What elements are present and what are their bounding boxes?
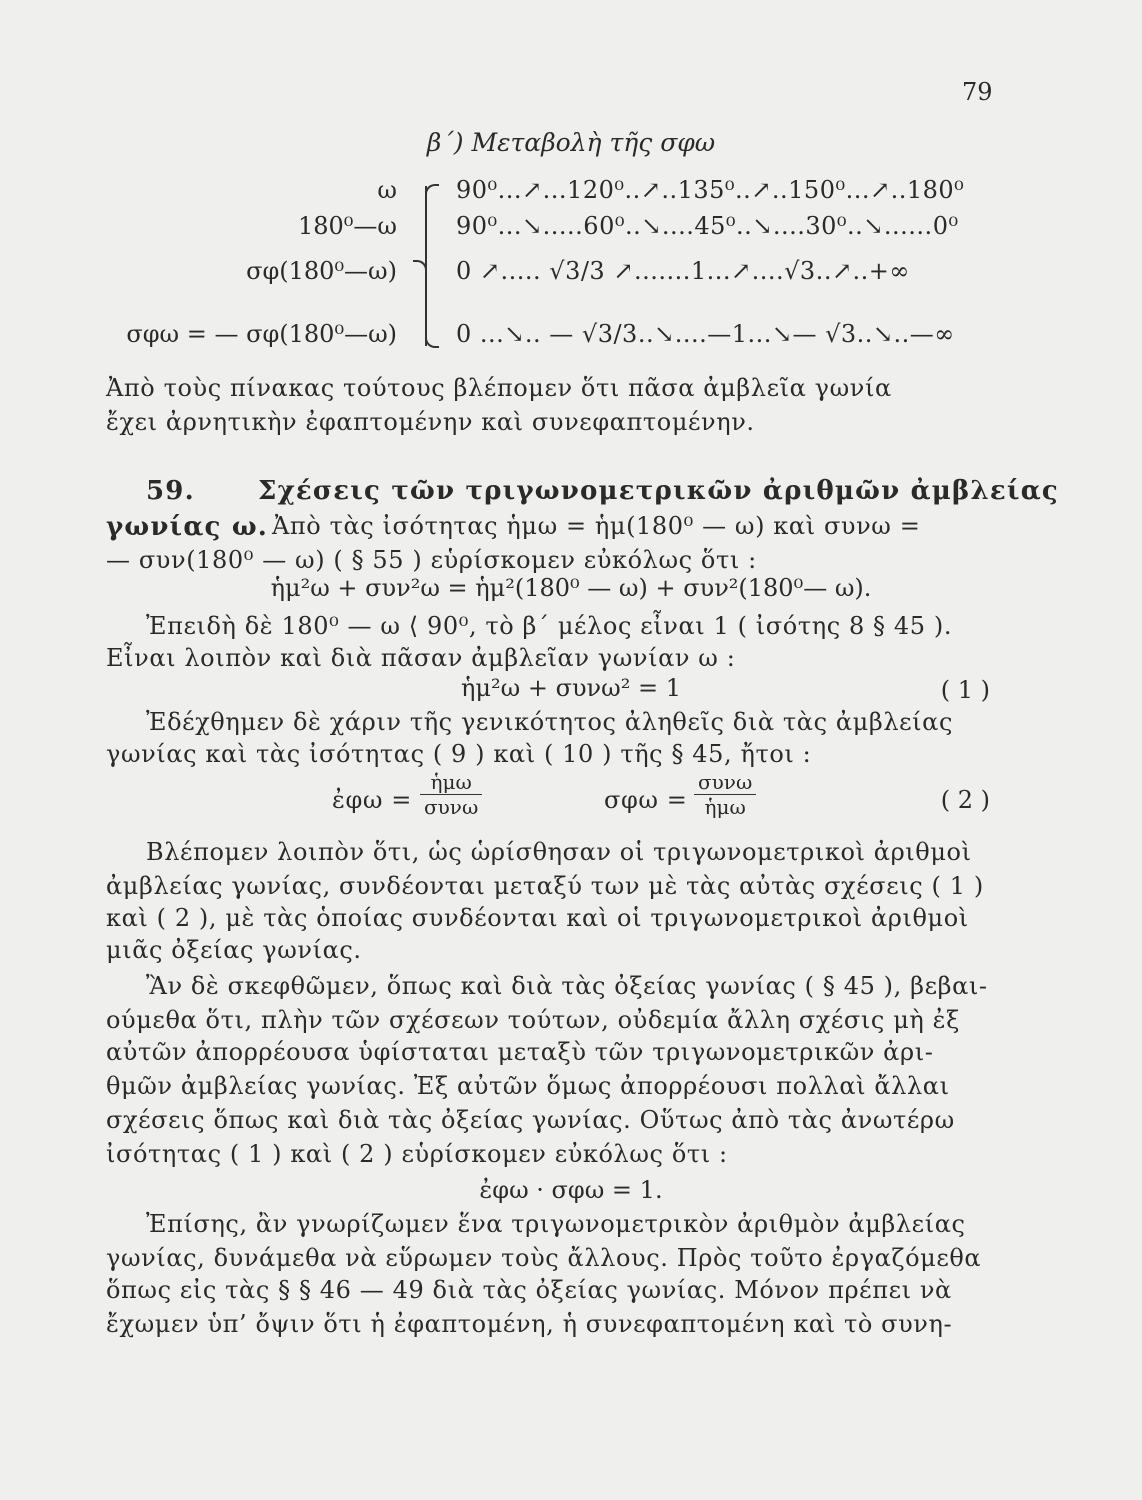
- fraction-denominator: συνω: [424, 795, 479, 819]
- fraction-cot: [694, 770, 756, 819]
- equation-2-mid: σφω =: [604, 786, 688, 814]
- text-line: Ἂν δὲ σκεφθῶμεν, ὅπως καὶ διὰ τὰς ὀξείας γωνίας ( § 45 ), βεβαι-: [146, 972, 988, 1000]
- section-title: β΄) Μεταβολὴ τῆς σφω: [426, 128, 716, 157]
- text-line: Ἐπίσης, ἂν γνωρίζωμεν ἕνα τριγωνομετρικὸν ἀριθμὸν ἀμβλείας: [146, 1210, 966, 1238]
- equation: ἡμ²ω + συν²ω = ἡμ²(180⁰ — ω) + συν²(180⁰— ω).: [270, 574, 872, 602]
- table-row-label: 180⁰—ω: [298, 212, 397, 240]
- table-brace: [425, 186, 441, 346]
- equation-1: ἡμ²ω + συνω² = 1: [461, 674, 681, 702]
- text-line: Ἐπειδὴ δὲ 180⁰ — ω ⟨ 90⁰, τὸ β΄ μέλος εἶναι 1 ( ἰσότης 8 § 45 ).: [146, 612, 953, 640]
- equation-number: ( 2 ): [940, 786, 990, 814]
- table-row-label: ω: [377, 176, 397, 204]
- text-line: καὶ ( 2 ), μὲ τὰς ὁποίας συνδέονται καὶ οἱ τριγωνομετρικοὶ ἀριθμοὶ: [106, 904, 969, 932]
- text-line: Ἐδέχθημεν δὲ χάριν τῆς γενικότητος ἀληθεῖς διὰ τὰς ἀμβλείας: [146, 708, 954, 736]
- section-heading-59-number: 59.: [146, 476, 195, 506]
- text-line: — συν(180⁰ — ω) ( § 55 ) εὑρίσκομεν εὐκόλως ὅτι :: [106, 546, 757, 574]
- table-row-values: 0 ...↘.. — √3/3..↘....—1...↘— √3..↘..—∞: [456, 320, 955, 348]
- text-line: γωνίας καὶ τὰς ἰσότητας ( 9 ) καὶ ( 10 ) τῆς § 45, ἤτοι :: [106, 740, 812, 768]
- text-line: ἀμβλείας γωνίας, συνδέονται μεταξύ των μὲ τὰς αὐτὰς σχέσεις ( 1 ): [106, 872, 984, 900]
- text-line: γωνίας, δυνάμεθα νὰ εὕρωμεν τοὺς ἄλλους. Πρὸς τοῦτο ἐργαζόμεθα: [106, 1244, 982, 1272]
- text-line: Ἀπὸ τοὺς πίνακας τούτους βλέπομεν ὅτι πᾶσα ἀμβλεῖα γωνία: [106, 374, 892, 402]
- text-line: ἰσότητας ( 1 ) καὶ ( 2 ) εὑρίσκομεν εὐκόλως ὅτι :: [106, 1140, 728, 1168]
- text-line: Ἀπὸ τὰς ἰσότητας ἡμω = ἡμ(180⁰ — ω) καὶ συνω =: [272, 512, 921, 540]
- fraction-tan: [420, 770, 482, 819]
- table-row-label: σφ(180⁰—ω): [246, 257, 397, 285]
- text-line: Εἶναι λοιπὸν καὶ διὰ πᾶσαν ἀμβλεῖαν γωνίαν ω :: [106, 644, 736, 672]
- table-row-values: 0 ↗..... √3/3 ↗.......1...↗....√3..↗..+∞: [456, 257, 910, 285]
- table-row-values: 90⁰...↗...120⁰..↗..135⁰..↗..150⁰...↗..180⁰: [456, 176, 965, 204]
- fraction-numerator: ἡμω: [420, 770, 482, 795]
- fraction-denominator: ἡμω: [704, 795, 746, 819]
- text-line: Βλέπομεν λοιπὸν ὅτι, ὡς ὡρίσθησαν οἱ τριγωνομετρικοὶ ἀριθμοὶ: [146, 838, 972, 866]
- text-line: ἔχει ἀρνητικὴν ἐφαπτομένην καὶ συνεφαπτομένην.: [106, 408, 755, 436]
- text-line: αὐτῶν ἀπορρέουσα ὑφίσταται μεταξὺ τῶν τριγωνομετρικῶν ἀρι-: [106, 1038, 934, 1066]
- table-row-values: 90⁰...↘.....60⁰..↘....45⁰..↘....30⁰..↘......0⁰: [456, 212, 959, 240]
- text-line: μιᾶς ὀξείας γωνίας.: [106, 936, 362, 964]
- equation-2-left: ἐφω =: [332, 786, 412, 814]
- equation-3: ἐφω · σφω = 1.: [479, 1176, 663, 1204]
- page-number: 79: [962, 78, 993, 106]
- text-line: ούμεθα ὅτι, πλὴν τῶν σχέσεων τούτων, οὐδεμία ἄλλη σχέσις μὴ ἐξ: [106, 1006, 960, 1034]
- text-line: ὅπως εἰς τὰς § § 46 — 49 διὰ τὰς ὀξείας γωνίας. Μόνον πρέπει νὰ: [106, 1276, 952, 1304]
- fraction-numerator: συνω: [694, 770, 756, 795]
- table-row-label: σφω = — σφ(180⁰—ω): [126, 320, 397, 348]
- section-heading-59-title: Σχέσεις τῶν τριγωνομετρικῶν ἀριθμῶν ἀμβλείας: [258, 476, 1059, 506]
- text-line: θμῶν ἀμβλείας γωνίας. Ἐξ αὐτῶν ὅμως ἀπορρέουσι πολλαὶ ἄλλαι: [106, 1072, 950, 1100]
- section-heading-59-title-cont: γωνίας ω.: [106, 512, 269, 542]
- text-line: σχέσεις ὅπως καὶ διὰ τὰς ὀξείας γωνίας. Οὕτως ἀπὸ τὰς ἀνωτέρω: [106, 1106, 955, 1134]
- equation-number: ( 1 ): [940, 676, 990, 704]
- text-line: ἔχωμεν ὑπ’ ὄψιν ὅτι ἡ ἐφαπτομένη, ἡ συνεφαπτομένη καὶ τὸ συνη-: [106, 1310, 953, 1338]
